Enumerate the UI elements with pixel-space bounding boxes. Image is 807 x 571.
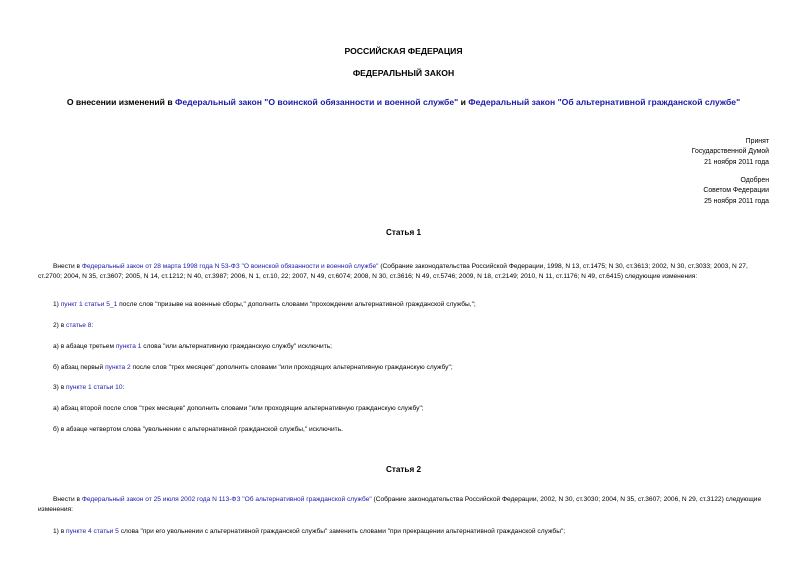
a1-item-2-pre: 2) в <box>53 322 67 329</box>
a2-item-1 <box>38 527 769 537</box>
a1-item-2a-post: слова "или альтернативную гражданскую службу" исключить; <box>141 343 332 350</box>
link-point-2[interactable]: пункта 2 <box>105 364 131 371</box>
a1-item-2a <box>38 342 769 352</box>
article-1-intro <box>38 262 769 282</box>
article-2-heading: Статья 2 <box>385 465 422 474</box>
a1-item-2a-pre: а) в абзаце третьем <box>53 343 116 350</box>
article-1-heading: Статья 1 <box>385 228 422 237</box>
a1-item-2b-pre: б) абзац первый <box>53 364 106 371</box>
approved-body: Советом Федерации <box>703 187 769 195</box>
accepted-label: Принят <box>745 138 769 145</box>
link-point-1[interactable]: пункта 1 <box>115 343 142 350</box>
link-point-1-art-5-1[interactable]: пункт 1 статьи 5_1 <box>60 301 118 308</box>
a1-item-2-post: : <box>91 322 94 329</box>
a1-item-3-pre: 3) в <box>53 384 67 391</box>
accepted-date: 21 ноября 2011 года <box>704 158 769 166</box>
approved-label: Одобрен <box>740 177 769 184</box>
title-text-1: О внесении изменений в <box>66 97 176 107</box>
link-point-4-art-5[interactable]: пункте 4 статьи 5 <box>66 528 119 535</box>
a1-item-1 <box>38 300 769 310</box>
a1-item-3-post: : <box>122 384 125 391</box>
a1-intro-post: (Собрание законодательства Российской Федерации, 1998, N 13, ст.1475; N 30, ст.3613; 2002, N 30, ст.3033; 2003, N 27, ст.2700; 2004, N 35, ст.3607; 2005, N 14, ст.1212; N 40, ст.3987; 2006, N 1, ст.10, 22; 2007, N 49, ст.6074; 2008, N 30, ст.3616; N 49, ст.5746; 2009, N 18, ст.2149; 2010, N 11, ст.1176; N 49, ст.6415) следующие изменения: <box>38 263 748 281</box>
a2-item-1-post: слова "при его увольнении с альтернативной гражданской службы" заменить словами "при прекращении альтернативной гражданской службы"; <box>118 528 566 535</box>
country-heading: РОССИЙСКАЯ ФЕДЕРАЦИЯ <box>344 46 463 56</box>
link-law-53fz[interactable]: Федеральный закон от 28 марта 1998 года N 53-ФЗ "О воинской обязанности и военной службе" <box>81 263 379 270</box>
a2-intro-post: (Собрание законодательства Российской Федерации, 2002, N 30, ст.3030; 2004, N 35, ст.3607; 2006, N 29, ст.3122) следующие изменения: <box>38 496 762 514</box>
a1-item-2b-post: после слов "трех месяцев" дополнить словами "или проходящих альтернативную гражданскую службу"; <box>130 364 453 371</box>
a1-intro-pre: Внести в <box>53 263 82 270</box>
link-article-8[interactable]: статье 8 <box>66 322 92 329</box>
a1-item-3 <box>38 383 769 393</box>
link-point-1-art-10[interactable]: пункте 1 статьи 10 <box>66 384 123 391</box>
link-law-military-duty[interactable]: Федеральный закон "О воинской обязанности и военной службе" <box>175 97 459 107</box>
link-law-113fz[interactable]: Федеральный закон от 25 июля 2002 года N 113-ФЗ "Об альтернативной гражданской службе" <box>81 496 372 503</box>
doc-type-heading: ФЕДЕРАЛЬНЫЙ ЗАКОН <box>352 68 455 78</box>
a2-item-1-pre: 1) в <box>53 528 67 535</box>
a1-item-3b: б) в абзаце четвертом слова "увольнении с альтернативной гражданской службы," исключить. <box>53 426 343 433</box>
accepted-body: Государственной Думой <box>691 148 769 156</box>
a1-item-3a: а) абзац второй после слов "трех месяцев" дополнить словами "или проходящие альтернативную гражданскую службу"; <box>53 405 424 412</box>
link-law-alternative-service[interactable]: Федеральный закон "Об альтернативной гражданской службе" <box>468 97 741 107</box>
a1-item-2 <box>38 321 769 331</box>
a2-intro-pre: Внести в <box>53 496 82 503</box>
accepted-block <box>692 137 769 168</box>
law-title <box>0 97 807 107</box>
a1-item-2b <box>38 363 769 373</box>
a1-item-1-post: после слов "призыве на военные сборы," дополнить словами "прохождении альтернативной гражданской службы,"; <box>117 301 476 308</box>
approved-block <box>703 176 769 207</box>
title-text-2: и <box>458 97 469 107</box>
approved-date: 25 ноября 2011 года <box>704 197 769 205</box>
a1-item-1-pre: 1) <box>53 301 61 308</box>
article-2-intro <box>38 495 769 515</box>
